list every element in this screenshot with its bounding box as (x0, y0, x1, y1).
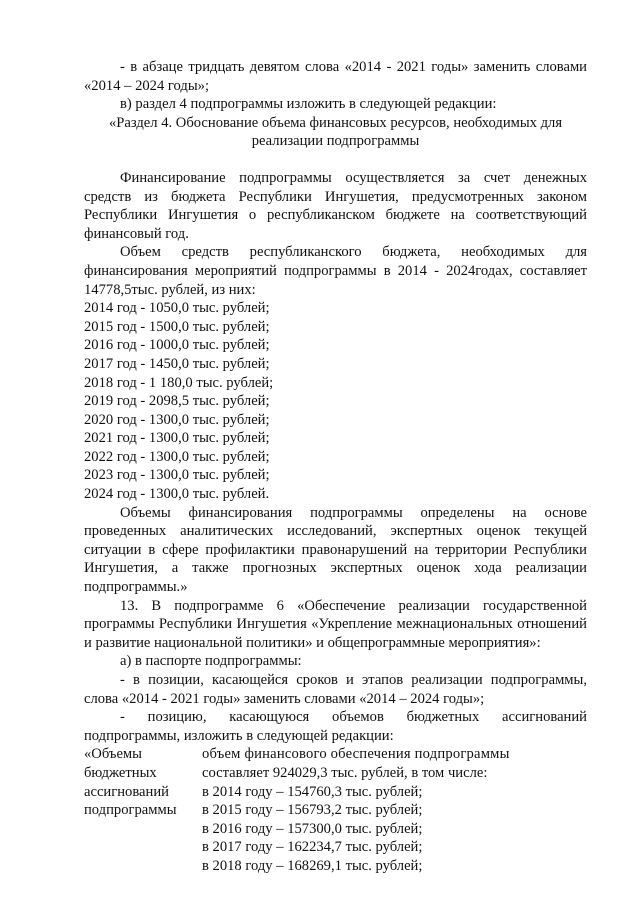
paragraph-financing-source: Финансирование подпрограммы осуществляется за счет денежных средств из бюджета Республики Ингушетия, предусмотренных законом Республики Ингушетия о республиканском бюджете на соответствующий финансовый год. (84, 169, 587, 242)
table-value-line: в 2014 году – 154760,3 тыс. рублей; (202, 783, 423, 800)
paragraph-replace-years: - в абзаце тридцать девятом слова «2014 - 2021 годы» заменить словами «2014 – 2024 годы»; (84, 59, 587, 94)
list-item: 2021 год - 1300,0 тыс. рублей; (84, 430, 270, 447)
table-value-line: в 2017 году – 162234,7 тыс. рублей; (202, 839, 423, 856)
list-item: 2023 год - 1300,0 тыс. рублей; (84, 467, 270, 484)
table-value-line: в 2015 году – 156793,2 тыс. рублей; (202, 802, 423, 819)
list-item: 2022 год - 1300,0 тыс. рублей; (84, 448, 270, 465)
list-item: 2020 год - 1300,0 тыс. рублей; (84, 411, 270, 428)
paragraph-subprogram-6: 13. В подпрограмме 6 «Обеспечение реализации государственной программы Республики Ингушетия «Укрепление межнациональных отношений и развитие национальной политики» и общепрограммные мероприятия»: (84, 597, 587, 651)
document-page (84, 58, 587, 876)
allocations-label-column (84, 745, 202, 875)
paragraph-allocations-position: - позицию, касающуюся объемов бюджетных ассигнований подпрограммы, изложить в следующей редакции: (84, 709, 587, 744)
table-value-line: составляет 924029,3 тыс. рублей, в том числе: (202, 764, 488, 781)
paragraph-budget-volume: Объем средств республиканского бюджета, необходимых для финансирования мероприятий подпрограммы в 2014 - 2024годах, составляет 14778,5тыс. рублей, из них: (84, 244, 587, 298)
table-value-line: в 2016 году – 157300,0 тыс. рублей; (202, 820, 423, 837)
table-label-line: бюджетных (84, 764, 157, 781)
table-label-line: «Объемы (84, 746, 142, 763)
allocations-value-column (202, 745, 587, 875)
list-item: 2014 год - 1050,0 тыс. рублей; (84, 300, 270, 317)
section-heading: «Раздел 4. Обоснование объема финансовых ресурсов, необходимых для реализации подпрограммы (108, 114, 563, 150)
paragraph-section-4-intro: в) раздел 4 подпрограммы изложить в следующей редакции: (120, 96, 497, 113)
paragraph-terms-position: - в позиции, касающейся сроков и этапов реализации подпрограммы, слова «2014 - 2021 годы» заменить словами «2014 – 2024 годы»; (84, 672, 587, 707)
spacer (84, 151, 587, 169)
yearly-funding-list (84, 299, 587, 504)
table-value-line: объем финансового обеспечения подпрограммы (202, 746, 510, 763)
paragraph-passport: а) в паспорте подпрограммы: (120, 653, 302, 670)
list-item: 2019 год - 2098,5 тыс. рублей; (84, 393, 270, 410)
paragraph-funding-basis: Объемы финансирования подпрограммы определены на основе проведенных аналитических исследований, экспертных оценок текущей ситуации в сфере профилактики правонарушений на территории Республики Ингушетия, а также прогнозных экспертных оценок хода реализации подпрограммы.» (84, 504, 587, 596)
list-item: 2016 год - 1000,0 тыс. рублей; (84, 337, 270, 354)
list-item: 2017 год - 1450,0 тыс. рублей; (84, 355, 270, 372)
allocations-table (84, 745, 587, 875)
table-label-line: подпрограммы (84, 802, 177, 819)
list-item: 2015 год - 1500,0 тыс. рублей; (84, 318, 270, 335)
list-item: 2024 год - 1300,0 тыс. рублей. (84, 486, 270, 503)
table-label-line: ассигнований (84, 783, 169, 800)
table-value-line: в 2018 году – 168269,1 тыс. рублей; (202, 857, 423, 874)
list-item: 2018 год - 1 180,0 тыс. рублей; (84, 374, 274, 391)
